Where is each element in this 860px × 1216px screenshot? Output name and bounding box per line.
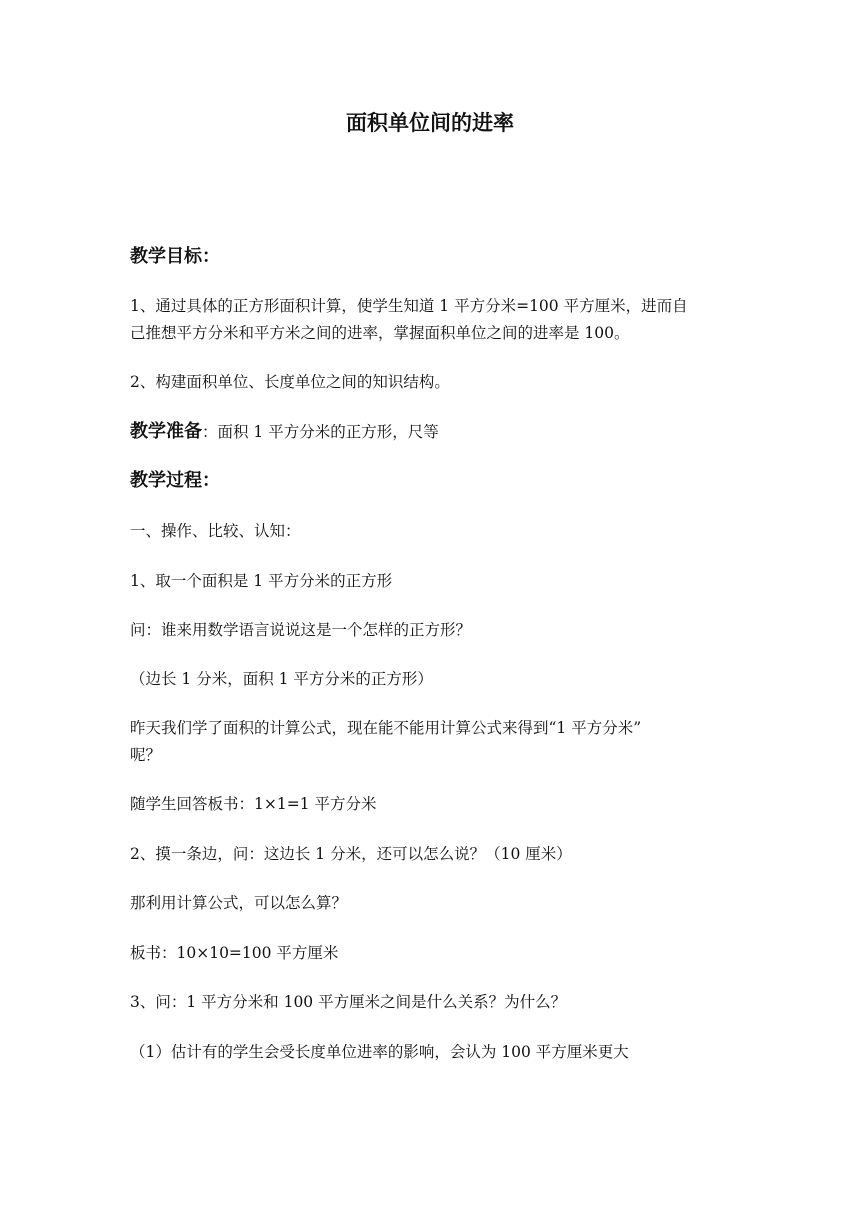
objectives-heading: 教学目标： [130,246,220,267]
preparation-text: ：面积 1 平方分米的正方形，尺等 [202,423,439,441]
objective-1-line-2: 己推想平方分米和平方米之间的进率，掌握面积单位之间的进率是 100。 [130,324,630,342]
process-line: 板书：10×10=100 平方厘米 [130,944,339,962]
process-line: 2、摸一条边，问：这边长 1 分米，还可以怎么说？（10 厘米） [130,845,572,863]
process-line: 随学生回答板书：1×1=1 平方分米 [130,795,377,813]
document-title: 面积单位间的进率 [346,111,514,135]
preparation-paragraph [130,420,750,444]
process-line: 呢？ [130,746,162,764]
process-line: 那利用计算公式，可以怎么算？ [130,894,348,912]
process-line: 1、取一个面积是 1 平方分米的正方形 [130,572,393,590]
preparation-heading: 教学准备 [130,421,202,442]
process-line: 一、操作、比较、认知： [130,522,301,540]
objective-2: 2、构建面积单位、长度单位之间的知识结构。 [130,373,450,391]
objective-1-line-1: 1、通过具体的正方形面积计算，使学生知道 1 平方分米=100 平方厘米，进而自 [130,297,688,315]
process-heading: 教学过程： [130,470,220,491]
process-line: 昨天我们学了面积的计算公式，现在能不能用计算公式来得到“1 平方分米” [130,719,642,737]
process-line: 3、问：1 平方分米和 100 平方厘米之间是什么关系？为什么？ [130,993,567,1011]
process-line: （边长 1 分米，面积 1 平方分米的正方形） [130,670,433,688]
process-line: （1）估计有的学生会受长度单位进率的影响，会认为 100 平方厘米更大 [130,1043,629,1061]
process-line: 问：谁来用数学语言说说这是一个怎样的正方形？ [130,621,472,639]
